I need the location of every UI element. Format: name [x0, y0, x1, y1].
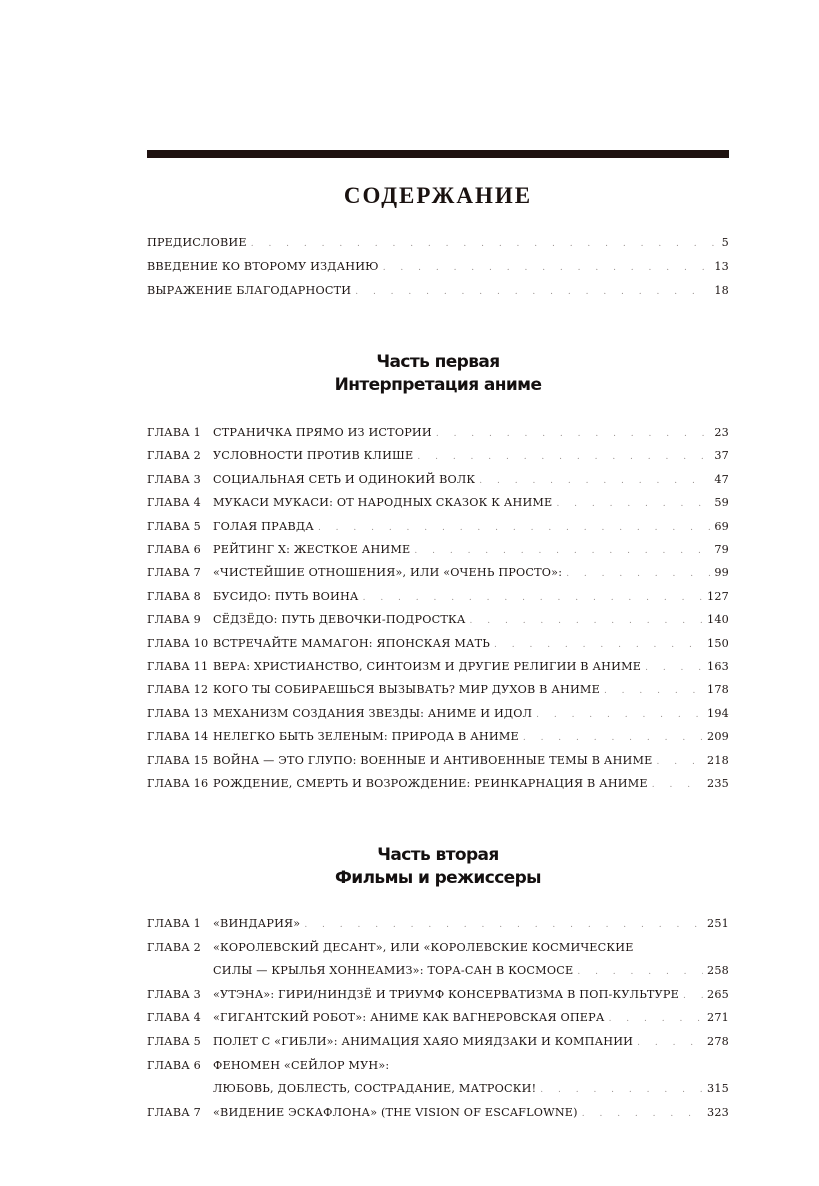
page-number: 251 — [707, 917, 729, 930]
part-one-title: Интерпретация аниме — [334, 375, 542, 395]
chapter-entry[interactable] — [147, 637, 729, 657]
page-number: 194 — [707, 706, 729, 720]
page-number: 163 — [707, 660, 729, 673]
part-two-title: Фильмы и режиссеры — [335, 868, 541, 888]
chapter-entry[interactable] — [147, 613, 729, 633]
page-number: 69 — [714, 519, 729, 533]
dot-leader — [363, 593, 703, 603]
dot-leader — [652, 780, 703, 790]
dot-leader — [637, 1038, 703, 1048]
toc-entry-acknowledgements[interactable] — [147, 284, 729, 304]
chapter-entry[interactable] — [147, 1059, 729, 1079]
chapter-label: ГЛАВА 14 — [147, 730, 209, 744]
chapter-label: ГЛАВА 11 — [147, 660, 209, 673]
dot-leader — [683, 991, 703, 1001]
chapter-title: ПОЛЕТ С «ГИБЛИ»: АНИМАЦИЯ ХАЯО МИЯДЗАКИ И КОМПАНИИ — [213, 1035, 634, 1048]
dot-leader — [536, 710, 703, 720]
chapter-title: «ВИНДАРИЯ» — [213, 917, 301, 930]
chapter-title: МУКАСИ МУКАСИ: ОТ НАРОДНЫХ СКАЗОК К АНИМЕ — [213, 496, 553, 510]
chapter-title: ВСТРЕЧАЙТЕ МАМАГОН: ЯПОНСКАЯ МАТЬ — [213, 636, 491, 650]
chapter-title: СЁДЗЁДО: ПУТЬ ДЕВОЧКИ-ПОДРОСТКА — [213, 613, 466, 627]
chapter-label: ГЛАВА 5 — [147, 519, 201, 533]
chapter-label: ГЛАВА 7 — [147, 566, 201, 580]
chapter-title: «ВИДЕНИЕ ЭСКАФЛОНА» (THE VISION OF ESCAFLOWNE) — [213, 1105, 578, 1119]
chapter-label: ГЛАВА 3 — [147, 472, 201, 486]
chapter-entry[interactable] — [147, 1011, 729, 1031]
dot-leader — [251, 239, 718, 249]
dot-leader — [304, 920, 703, 930]
dot-leader — [355, 287, 710, 297]
chapter-label: ГЛАВА 16 — [147, 777, 209, 790]
page-number: 323 — [707, 1105, 729, 1119]
chapter-entry[interactable] — [147, 683, 729, 703]
chapter-title: СТРАНИЧКА ПРЯМО ИЗ ИСТОРИИ — [213, 426, 432, 439]
chapter-label: ГЛАВА 4 — [147, 1011, 201, 1025]
chapter-entry[interactable] — [147, 520, 729, 540]
dot-leader — [556, 499, 710, 509]
chapter-title: ВОЙНА — ЭТО ГЛУПО: ВОЕННЫЕ И АНТИВОЕННЫЕ ТЕМЫ В АНИМЕ — [213, 753, 653, 767]
part-two-label: Часть вторая — [377, 845, 499, 865]
dot-leader — [566, 569, 710, 579]
chapter-title: ФЕНОМЕН «СЕЙЛОР МУН»: — [213, 1058, 390, 1072]
dot-leader — [523, 733, 703, 743]
dot-leader — [414, 546, 710, 556]
chapter-entry[interactable] — [147, 426, 729, 446]
chapter-entry[interactable] — [147, 449, 729, 469]
page-number: 150 — [707, 636, 729, 650]
dot-leader — [436, 429, 711, 439]
chapter-title: РОЖДЕНИЕ, СМЕРТЬ И ВОЗРОЖДЕНИЕ: РЕИНКАРНАЦИЯ В АНИМЕ — [213, 777, 648, 790]
chapter-entry[interactable] — [147, 988, 729, 1008]
chapter-label: ГЛАВА 1 — [147, 426, 201, 439]
page-number: 235 — [707, 777, 729, 790]
chapter-title: КОГО ТЫ СОБИРАЕШЬСЯ ВЫЗЫВАТЬ? МИР ДУХОВ В АНИМЕ — [213, 683, 600, 697]
chapter-label: ГЛАВА 12 — [147, 683, 209, 697]
chapter-label: ГЛАВА 6 — [147, 543, 201, 556]
chapter-entry[interactable] — [147, 590, 729, 610]
chapter-title: СОЦИАЛЬНАЯ СЕТЬ И ОДИНОКИЙ ВОЛК — [213, 472, 476, 486]
dot-leader — [657, 757, 704, 767]
toc-title: СОДЕРЖАНИЕ — [343, 183, 533, 208]
page-number: 99 — [714, 566, 729, 580]
chapter-entry[interactable] — [147, 1106, 729, 1126]
part-one-label: Часть первая — [376, 352, 500, 372]
chapter-entry-continuation[interactable] — [147, 1082, 729, 1102]
entry-title: ПРЕДИСЛОВИЕ — [147, 236, 247, 249]
dot-leader — [604, 686, 703, 696]
chapter-title-continuation: ЛЮБОВЬ, ДОБЛЕСТЬ, СОСТРАДАНИЕ, МАТРОСКИ! — [213, 1082, 537, 1096]
page-number: 218 — [707, 753, 729, 767]
chapter-label: ГЛАВА 10 — [147, 636, 209, 650]
page-number: 13 — [714, 260, 729, 273]
dot-leader — [494, 640, 703, 650]
page-number: 178 — [707, 683, 729, 697]
chapter-entry[interactable] — [147, 917, 729, 937]
chapter-label: ГЛАВА 1 — [147, 917, 201, 930]
chapter-label: ГЛАВА 2 — [147, 940, 201, 954]
chapter-title: МЕХАНИЗМ СОЗДАНИЯ ЗВЕЗДЫ: АНИМЕ И ИДОЛ — [213, 706, 533, 720]
page-number: 5 — [721, 236, 729, 249]
chapter-label: ГЛАВА 9 — [147, 613, 201, 627]
chapter-entry[interactable] — [147, 941, 729, 961]
chapter-label: ГЛАВА 7 — [147, 1105, 201, 1119]
page-number: 315 — [707, 1082, 729, 1096]
dot-leader — [318, 523, 710, 533]
chapter-label: ГЛАВА 2 — [147, 449, 201, 463]
chapter-entry-continuation[interactable] — [147, 964, 729, 984]
toc-entry-preface[interactable] — [147, 236, 729, 256]
top-rule — [147, 150, 729, 158]
chapter-title: «КОРОЛЕВСКИЙ ДЕСАНТ», ИЛИ «КОРОЛЕВСКИЕ КОСМИЧЕСКИЕ — [213, 940, 634, 954]
dot-leader — [417, 452, 710, 462]
dot-leader — [609, 1014, 703, 1024]
page-number: 47 — [714, 472, 729, 486]
dot-leader — [479, 476, 710, 486]
chapter-entry[interactable] — [147, 543, 729, 563]
page-number: 278 — [707, 1035, 729, 1048]
page-number: 23 — [714, 426, 729, 439]
page-number: 18 — [714, 284, 729, 297]
chapter-entry[interactable] — [147, 707, 729, 727]
page-number: 79 — [714, 543, 729, 556]
chapter-entry[interactable] — [147, 730, 729, 750]
part-two-heading — [147, 844, 729, 890]
page-number: 59 — [714, 496, 729, 510]
chapter-entry[interactable] — [147, 660, 729, 680]
page-number: 127 — [707, 589, 729, 603]
page-number: 37 — [714, 449, 729, 463]
dot-leader — [470, 616, 704, 626]
toc-entry-intro-second-edition[interactable] — [147, 260, 729, 280]
chapter-entry[interactable] — [147, 754, 729, 774]
dot-leader — [582, 1109, 703, 1119]
chapter-label: ГЛАВА 15 — [147, 753, 209, 767]
dot-leader — [645, 663, 703, 673]
chapter-title: НЕЛЕГКО БЫТЬ ЗЕЛЕНЫМ: ПРИРОДА В АНИМЕ — [213, 730, 519, 744]
chapter-title: БУСИДО: ПУТЬ ВОИНА — [213, 589, 359, 603]
page-number: 209 — [707, 730, 729, 744]
chapter-label: ГЛАВА 13 — [147, 706, 209, 720]
page-number: 271 — [707, 1011, 729, 1025]
page-number: 258 — [707, 964, 729, 978]
page-number: 140 — [707, 613, 729, 627]
chapter-entry[interactable] — [147, 1035, 729, 1055]
chapter-title: «ГИГАНТСКИЙ РОБОТ»: АНИМЕ КАК ВАГНЕРОВСКАЯ ОПЕРА — [213, 1011, 605, 1025]
chapter-entry[interactable] — [147, 496, 729, 516]
dot-leader — [540, 1085, 703, 1095]
page-number: 265 — [707, 987, 729, 1001]
dot-leader — [577, 967, 703, 977]
chapter-label: ГЛАВА 8 — [147, 589, 201, 603]
chapter-label: ГЛАВА 3 — [147, 987, 201, 1001]
chapter-title: «УТЭНА»: ГИРИ/НИНДЗЁ И ТРИУМФ КОНСЕРВАТИЗМА В ПОП-КУЛЬТУРЕ — [213, 987, 679, 1001]
chapter-title-continuation: СИЛЫ — КРЫЛЬЯ ХОННЕАМИЗ»: ТОРА-САН В КОСМОСЕ — [213, 964, 574, 978]
dot-leader — [383, 263, 711, 273]
chapter-entry[interactable] — [147, 566, 729, 586]
chapter-title: ГОЛАЯ ПРАВДА — [213, 519, 314, 533]
chapter-label: ГЛАВА 6 — [147, 1058, 201, 1072]
chapter-label: ГЛАВА 4 — [147, 496, 201, 510]
part-one-heading — [147, 351, 729, 397]
chapter-label: ГЛАВА 5 — [147, 1035, 201, 1048]
chapter-entry[interactable] — [147, 473, 729, 493]
chapter-title: РЕЙТИНГ X: ЖЕСТКОЕ АНИМЕ — [213, 543, 411, 556]
entry-title: ВЫРАЖЕНИЕ БЛАГОДАРНОСТИ — [147, 284, 352, 297]
chapter-entry[interactable] — [147, 777, 729, 797]
chapter-title: УСЛОВНОСТИ ПРОТИВ КЛИШЕ — [213, 449, 414, 463]
chapter-title: «ЧИСТЕЙШИЕ ОТНОШЕНИЯ», ИЛИ «ОЧЕНЬ ПРОСТО»: — [213, 566, 563, 580]
chapter-title: ВЕРА: ХРИСТИАНСТВО, СИНТОИЗМ И ДРУГИЕ РЕЛИГИИ В АНИМЕ — [213, 660, 642, 673]
entry-title: ВВЕДЕНИЕ КО ВТОРОМУ ИЗДАНИЮ — [147, 260, 379, 273]
